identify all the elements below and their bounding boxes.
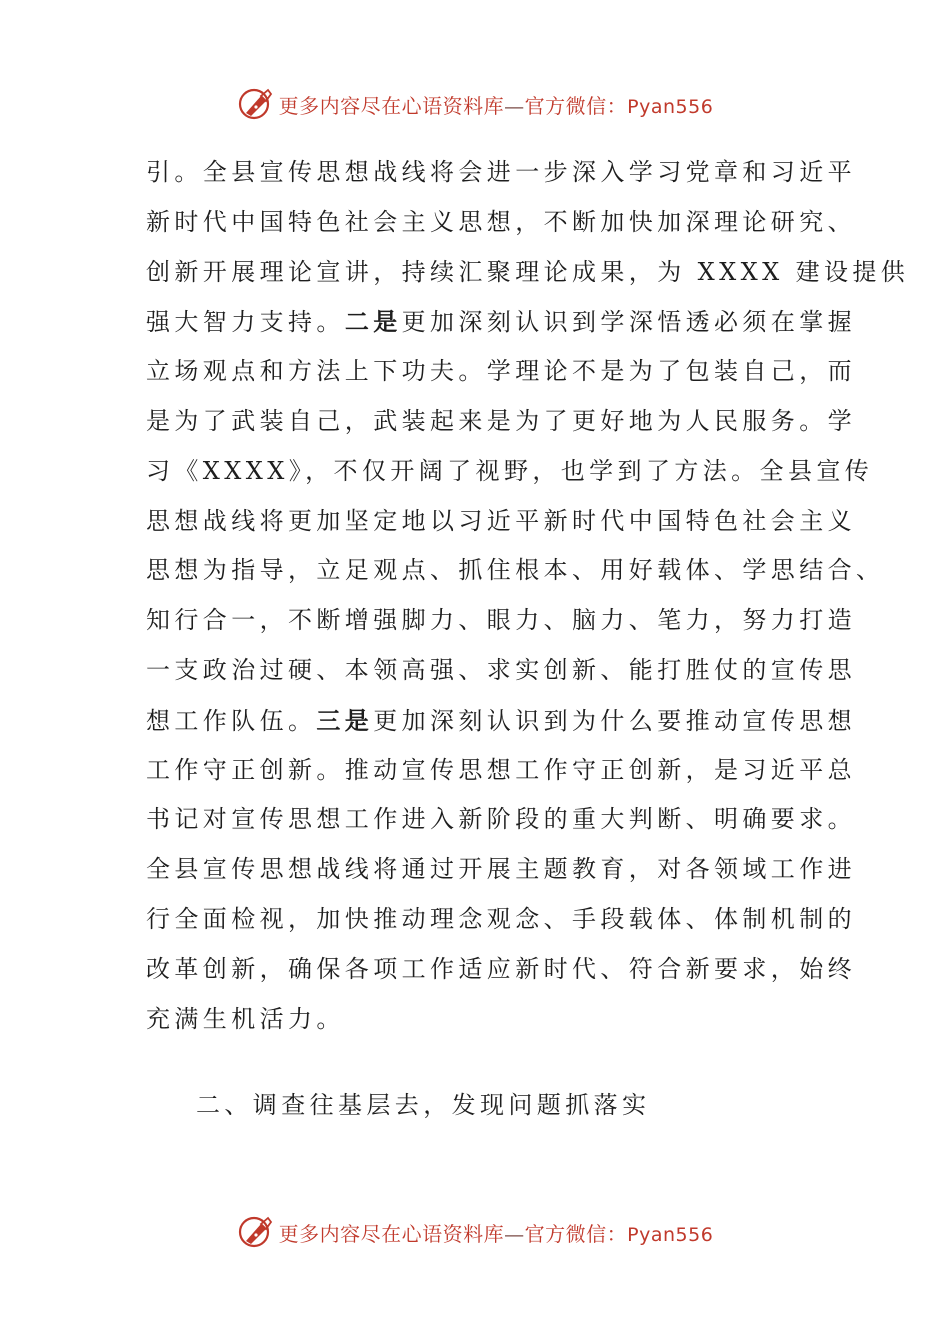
banner-text <box>279 90 714 119</box>
text-segment: 全县宣传思想战线将通过开展主题教育，对各领域工作进 <box>146 855 856 884</box>
text-segment: 立场观点和方法上下功夫。学理论不是为了包装自己，而 <box>146 357 856 386</box>
text-segment: 行全面检视，加快推动理念观念、手段载体、体制机制的 <box>146 904 856 933</box>
paragraph-line <box>146 497 856 547</box>
text-segment: 更加深刻认识到学深悟透必须在掌握 <box>401 308 857 337</box>
banner-title: 更多内容尽在心语资料库 <box>278 1221 505 1246</box>
text-segment: 创新开展理论宣讲，持续汇聚理论成果，为 XXXX 建设提供 <box>146 257 910 286</box>
paragraph-line <box>146 596 856 646</box>
paragraph-line <box>146 696 857 746</box>
text-segment: 充满生机活力。 <box>146 1004 345 1033</box>
header-watermark <box>0 84 950 124</box>
text-segment: 引。全县宣传思想战线将会进一步深入学习党章和习近平 <box>146 158 856 186</box>
text-segment: 是为了武装自己，武装起来是为了更好地为人民服务。学 <box>146 406 856 435</box>
text-segment: 想工作队伍。 <box>146 706 317 735</box>
banner-handle: Pyan556 <box>627 1223 714 1246</box>
paragraph-line <box>146 198 856 248</box>
paragraph-line <box>146 397 856 447</box>
text-segment: 思想战线将更加坚定地以习近平新时代中国特色社会主义 <box>146 506 856 535</box>
text-segment: 工作守正创新。推动宣传思想工作守正创新，是习近平总 <box>146 755 856 784</box>
paragraph-line <box>146 297 857 347</box>
emphasis-marker: 三是 <box>316 705 374 735</box>
paragraph-line <box>146 148 856 198</box>
paragraph-line <box>146 895 856 945</box>
banner-title: 更多内容尽在心语资料库 <box>278 93 505 118</box>
paragraph-line <box>146 546 885 596</box>
text-segment: 改革创新，确保各项工作适应新时代、符合新要求，始终 <box>146 954 856 983</box>
paragraph-line <box>146 845 856 895</box>
footer-watermark <box>0 1212 950 1252</box>
paragraph-line <box>146 646 856 696</box>
text-segment: 书记对宣传思想工作进入新阶段的重大判断、明确要求。 <box>146 805 856 834</box>
text-segment: 知行合一，不断增强脚力、眼力、脑力、笔力，努力打造 <box>146 606 856 635</box>
text-segment: 思想为指导，立足观点、抓住根本、用好载体、学思结合、 <box>146 556 885 585</box>
text-segment: 更加深刻认识到为什么要推动宣传思想 <box>373 706 857 735</box>
banner-label: 官方微信： <box>524 1221 628 1246</box>
banner-text <box>279 1218 714 1247</box>
banner-dash: — <box>504 93 525 118</box>
paragraph-line <box>146 945 856 995</box>
text-segment: 新时代中国特色社会主义思想，不断加快加深理论研究、 <box>146 207 856 236</box>
paragraph-line <box>146 347 856 397</box>
paragraph-line <box>146 746 856 796</box>
section-heading: 二、调查往基层去，发现问题抓落实 <box>196 1091 651 1119</box>
body-paragraph <box>146 148 910 1044</box>
pen-nib-logo-icon <box>237 86 275 122</box>
paragraph-line <box>146 995 826 1045</box>
pen-nib-logo-icon <box>237 1214 275 1250</box>
emphasis-marker: 二是 <box>344 307 402 337</box>
text-segment: 一支政治过硬、本领高强、求实创新、能打胜仗的宣传思 <box>146 655 856 684</box>
banner-label: 官方微信： <box>524 93 628 118</box>
text-segment: 强大智力支持。 <box>146 308 345 337</box>
paragraph-line <box>146 447 874 497</box>
banner-dash: — <box>504 1221 525 1246</box>
paragraph-line <box>146 795 856 845</box>
text-segment: 习《XXXX》，不仅开阔了视野，也学到了方法。全县宣传 <box>146 456 874 485</box>
paragraph-line <box>146 248 910 298</box>
banner-handle: Pyan556 <box>627 95 714 118</box>
